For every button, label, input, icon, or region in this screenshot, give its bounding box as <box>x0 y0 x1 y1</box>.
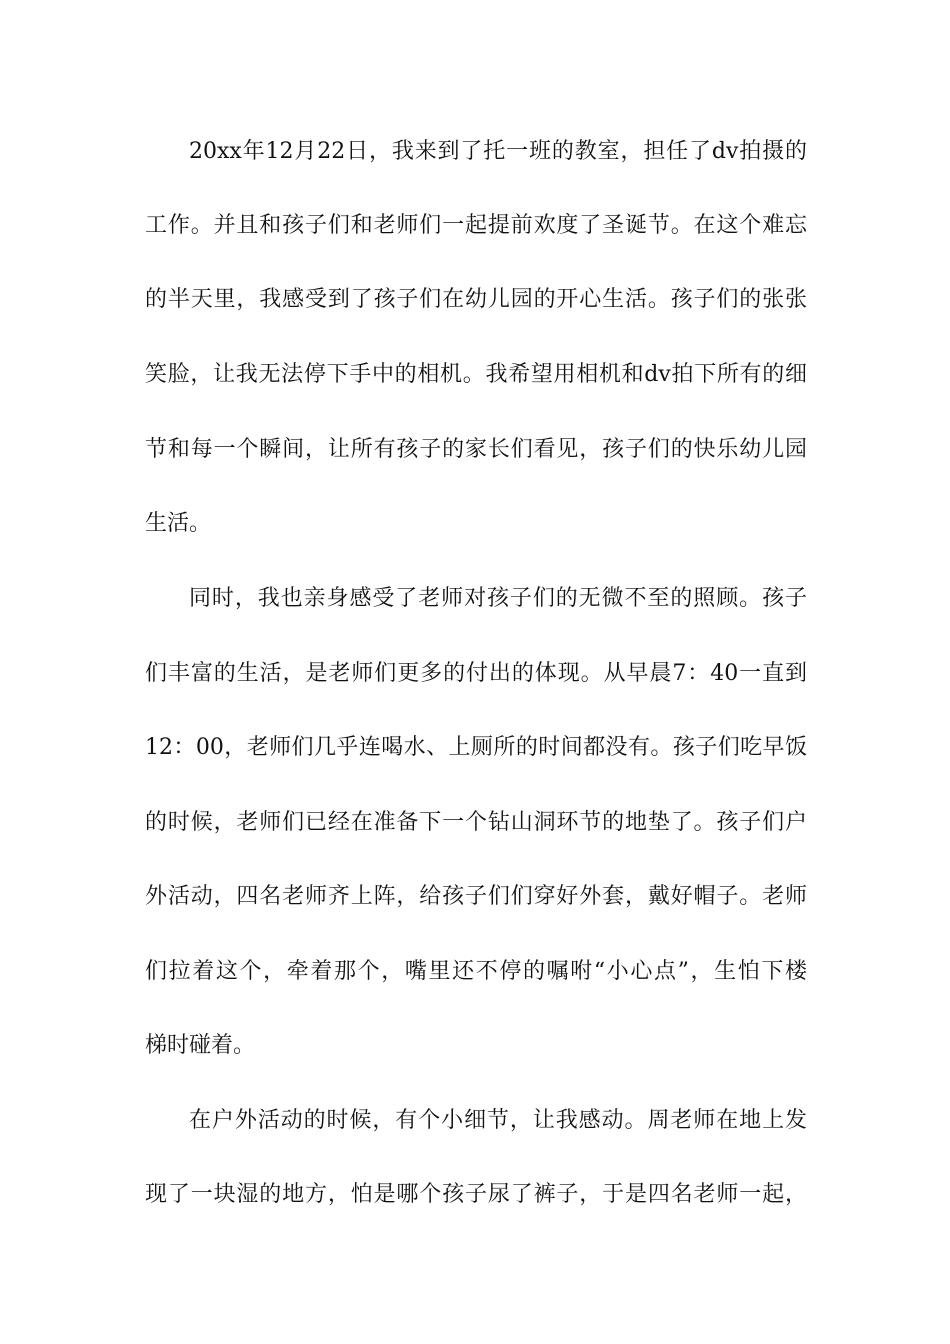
paragraph-3-line-1: 在户外活动的时候，有个小细节，让我感动。周老师在地上发 <box>189 1108 807 1133</box>
paragraph-1-line-1: 20xx年12月22日，我来到了托一班的教室，担任了dv拍摄的 <box>189 139 807 164</box>
paragraph-2-line-4: 的时候，老师们已经在准备下一个钻山洞环节的地垫了。孩子们户 <box>145 810 807 835</box>
paragraph-1-line-3: 的半天里，我感受到了孩子们在幼儿园的开心生活。孩子们的张张 <box>145 287 807 312</box>
paragraph-1-line-6: 生活。 <box>145 511 212 536</box>
paragraph-2-line-5: 外活动，四名老师齐上阵，给孩子们们穿好外套，戴好帽子。老师 <box>145 884 807 909</box>
paragraph-2-line-3: 12：00，老师们几乎连喝水、上厕所的时间都没有。孩子们吃早饭 <box>145 735 807 760</box>
paragraph-2-line-1: 同时，我也亲身感受了老师对孩子们的无微不至的照顾。孩子 <box>189 586 807 611</box>
paragraph-3-line-2: 现了一块湿的地方，怕是哪个孩子尿了裤子，于是四名老师一起， <box>145 1182 807 1207</box>
paragraph-1-line-4: 笑脸，让我无法停下手中的相机。我希望用相机和dv拍下所有的细 <box>145 362 807 387</box>
paragraph-1-line-2: 工作。并且和孩子们和老师们一起提前欢度了圣诞节。在这个难忘 <box>145 213 807 238</box>
paragraph-2-line-7: 梯时碰着。 <box>145 1033 256 1058</box>
paragraph-2-line-2: 们丰富的生活，是老师们更多的付出的体现。从早晨7：40一直到 <box>145 661 807 686</box>
paragraph-2-line-6: 们拉着这个，牵着那个，嘴里还不停的嘱咐“小心点”，生怕下楼 <box>145 959 807 984</box>
paragraph-1-line-5: 节和每一个瞬间，让所有孩子的家长们看见，孩子们的快乐幼儿园 <box>145 437 807 462</box>
